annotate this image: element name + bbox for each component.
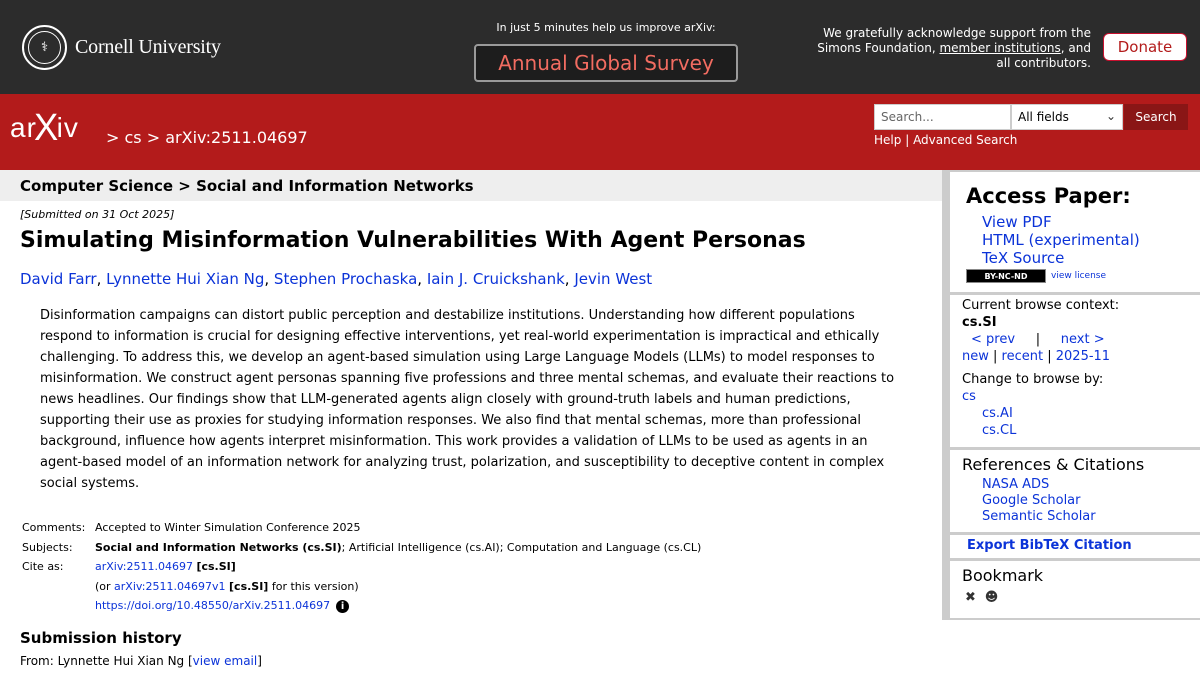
cornell-seal-icon: ⚕ [22,25,67,70]
bibsonomy-icon[interactable]: ✖ [965,590,976,605]
semantic-scholar-link[interactable]: Semantic Scholar [982,509,1096,524]
view-license-link[interactable]: view license [1051,271,1107,281]
new-link[interactable]: new [962,349,989,364]
cc-license-icon[interactable]: BY-NC-ND [966,269,1046,283]
cornell-name: Cornell University [75,36,221,58]
context-value: cs.SI [962,315,997,330]
submitter: From: Lynnette Hui Xian Ng [view email] [20,654,262,668]
access-title: Access Paper: [966,184,1131,208]
chevron-down-icon: ⌄ [1105,109,1116,123]
arxiv-header [0,94,1200,170]
survey-prompt: In just 5 minutes help us improve arXiv: [496,21,716,34]
abstract: Disinformation campaigns can distort public perception and destabilize institutions. Understanding how different populations respond to information is crucial for designing effective interventions, yet real-world experimentation is impractical and ethically challenging. To address this, we develop an agent-based simulation using Large Language Models (LLMs) to model responses to misinformation. We construct agent personas spanning five professions and three mental schemas, and evaluate their reactions to news headlines. Our findings show that LLM-generated agents align closely with ground-truth labels and human predictions, supporting their use as proxies for studying information responses. We also find that mental schemas, more than professional background, influence how agents interpret misinformation. This work provides a validation of LLMs to be used as agents in an agent-based model of an information network for analyzing trust, polarization, and susceptibility to deceptive content in complex social systems. [40,308,895,491]
nasa-ads-link[interactable]: NASA ADS [982,477,1050,492]
bookmark-box [950,561,1200,618]
prev-link[interactable]: < prev [971,332,1016,347]
browse-ai-link[interactable]: cs.AI [982,406,1013,421]
search-input[interactable]: Search... [874,104,1011,130]
view-email-link[interactable]: view email [192,654,258,668]
browse-cs-link[interactable]: cs [962,389,976,404]
refs-title: References & Citations [962,455,1145,474]
search-field-select[interactable]: All fields ⌄ [1011,104,1123,130]
access-paper-box [950,172,1200,292]
recent-link[interactable]: recent [1001,349,1044,364]
browse-cl-link[interactable]: cs.CL [982,423,1017,438]
breadcrumb-id: arXiv:2511.04697 [165,128,308,147]
info-icon[interactable]: i [336,600,349,613]
subject-header: Computer Science > Social and Information Networks [0,170,942,201]
reddit-icon[interactable]: ☻ [984,590,999,605]
html-link[interactable]: HTML (experimental) [982,231,1140,249]
breadcrumb-cs[interactable]: cs [124,128,142,147]
advanced-search-link[interactable]: Advanced Search [913,133,1018,147]
submitted-date: [Submitted on 31 Oct 2025] [20,208,175,221]
sidebar [942,170,1200,620]
comments-row: Comments: Accepted to Winter Simulation Conference 2025 [22,521,361,535]
paper-main [0,170,942,675]
doi-row [20,596,701,616]
author-link[interactable]: Iain J. Cruickshank [426,270,565,288]
tex-source-link[interactable]: TeX Source [982,249,1065,267]
cite-version-row: (or arXiv:2511.04697v1 [cs.SI] for this version) [95,579,359,593]
arxiv-logo[interactable]: arXiv [10,106,79,149]
bookmark-title: Bookmark [962,566,1044,585]
submission-history-title: Submission history [20,629,182,647]
next-link[interactable]: next > [1060,332,1105,347]
browse-context-box: Current browse context: cs.SI < prev | next > new | recent | 2025-11 Change to browse by: cs cs.AI cs.CL [950,295,1200,447]
help-link[interactable]: Help [874,133,902,147]
cite-link[interactable]: arXiv:2511.04697 [95,560,193,574]
help-links: Help | Advanced Search [874,133,1018,147]
month-link[interactable]: 2025-11 [1055,349,1111,364]
survey-button[interactable]: Annual Global Survey [474,44,738,82]
subjects-row: Subjects: Social and Information Networks (cs.SI); Artificial Intelligence (cs.AI); Computation and Language (cs.CL) [22,540,702,554]
author-link[interactable]: Lynnette Hui Xian Ng [106,270,265,288]
google-scholar-link[interactable]: Google Scholar [982,493,1081,508]
cite-row: Cite as: arXiv:2511.04697 [cs.SI] [22,560,236,574]
bibtex-box [950,535,1200,558]
author-link[interactable]: Stephen Prochaska [273,270,418,288]
search-button[interactable]: Search [1124,104,1188,130]
support-text: We gratefully acknowledge support from the Simons Foundation, member institutions, and all contributors. [817,26,1091,70]
metadata-table [20,518,701,616]
references-box [950,450,1200,532]
doi-link[interactable]: https://doi.org/10.48550/arXiv.2511.04697 [95,599,331,612]
top-banner [0,0,1200,94]
view-pdf-link[interactable]: View PDF [982,213,1052,231]
paper-title: Simulating Misinformation Vulnerabilities With Agent Personas [20,228,806,253]
donate-button[interactable]: Donate [1103,33,1187,61]
author-link[interactable]: Jevin West [574,270,653,288]
author-link[interactable]: David Farr [20,270,97,288]
member-institutions-link[interactable]: member institutions [939,41,1061,55]
license [966,269,1200,283]
export-bibtex-link[interactable]: Export BibTeX Citation [967,538,1132,553]
author-list: David Farr, Lynnette Hui Xian Ng, Stephen Prochaska, Iain J. Cruickshank, Jevin West [20,270,653,288]
cite-version-link[interactable]: arXiv:2511.04697v1 [114,579,226,593]
breadcrumb: > cs > arXiv:2511.04697 [106,128,308,147]
